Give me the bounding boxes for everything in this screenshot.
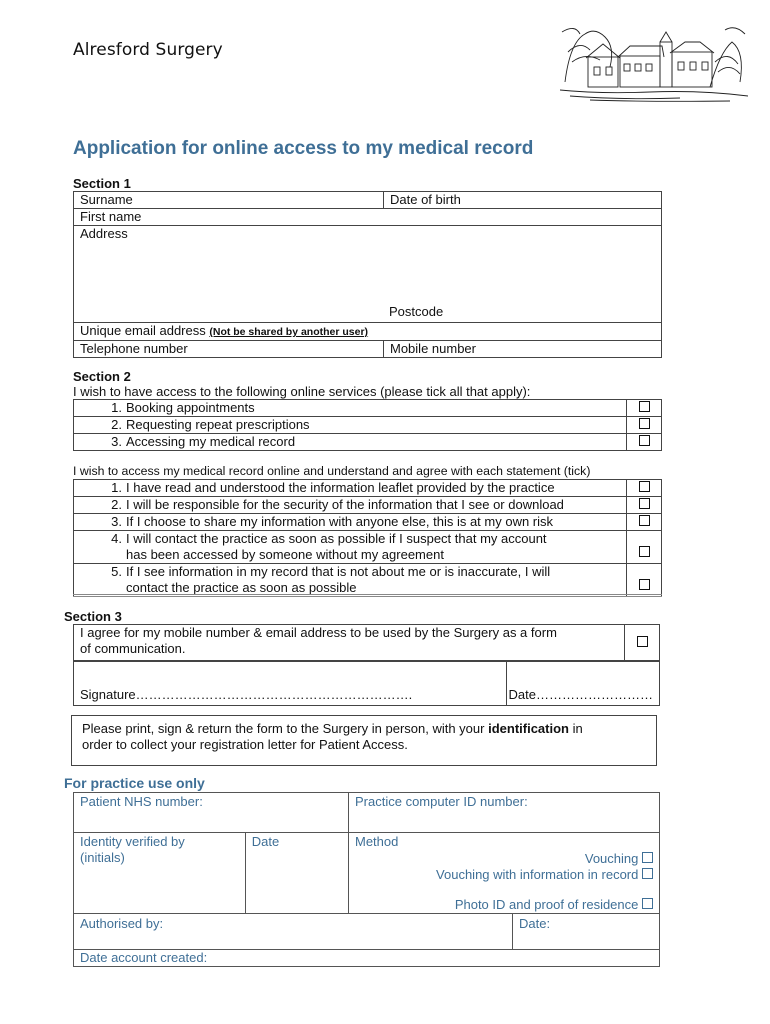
- verification-date-label: Date: [251, 834, 280, 849]
- section1-table: [73, 191, 662, 358]
- service-checkbox-cell[interactable]: [627, 400, 662, 417]
- signature-label: Signature……………………………………………………….: [80, 687, 413, 702]
- statement-text: 2. I will be responsible for the security of the information that I see or download: [74, 497, 627, 514]
- address-field[interactable]: [74, 226, 662, 323]
- service-row: [74, 417, 662, 434]
- section3-agree-table: [73, 624, 660, 661]
- section1-heading: Section 1: [73, 176, 131, 191]
- surname-field[interactable]: [74, 192, 384, 209]
- empty-checkbox-icon[interactable]: [642, 898, 653, 909]
- service-checkbox-cell[interactable]: [627, 434, 662, 451]
- service-checkbox-cell[interactable]: [627, 417, 662, 434]
- section2-heading: Section 2: [73, 369, 131, 384]
- statement-checkbox-cell[interactable]: [627, 480, 662, 497]
- computer-id-field[interactable]: [349, 793, 660, 833]
- authorised-by-field[interactable]: [74, 914, 513, 950]
- signature-field[interactable]: [74, 662, 507, 706]
- first-name-field[interactable]: [74, 209, 662, 226]
- practice-name: Alresford Surgery: [73, 40, 223, 60]
- surgery-building-sketch: [560, 22, 748, 102]
- statement-checkbox-cell[interactable]: [627, 564, 662, 597]
- statement-checkbox-cell[interactable]: [627, 497, 662, 514]
- statement-text: 1. I have read and understood the information leaflet provided by the practice: [74, 480, 627, 497]
- service-row: [74, 400, 662, 417]
- address-label: Address: [80, 226, 128, 241]
- statements-intro: I wish to access my medical record online and understand and agree with each statement (tick): [73, 464, 591, 478]
- empty-checkbox-icon[interactable]: [639, 435, 650, 446]
- empty-checkbox-icon[interactable]: [639, 401, 650, 412]
- practice-use-table: [73, 792, 660, 967]
- initials-label: (initials): [80, 850, 125, 865]
- statement-row: [74, 564, 662, 597]
- email-label: Unique email address: [80, 323, 206, 338]
- empty-checkbox-icon[interactable]: [639, 481, 650, 492]
- method-option[interactable]: Photo ID and proof of residence: [355, 897, 653, 913]
- authorised-date-field[interactable]: [513, 914, 660, 950]
- statement-row: [74, 514, 662, 531]
- service-text: 2. Requesting repeat prescriptions: [74, 417, 627, 434]
- statement-text: 3. If I choose to share my information with anyone else, this is at my own risk: [74, 514, 627, 531]
- empty-checkbox-icon[interactable]: [639, 579, 650, 590]
- empty-checkbox-icon[interactable]: [639, 546, 650, 557]
- statement-row: [74, 480, 662, 497]
- signature-date-field[interactable]: [506, 662, 659, 706]
- service-text: 3. Accessing my medical record: [74, 434, 627, 451]
- computer-id-label: Practice computer ID number:: [355, 794, 528, 809]
- first-name-label: First name: [80, 209, 142, 224]
- date-account-created-field[interactable]: [74, 950, 660, 967]
- authorised-by-label: Authorised by:: [80, 916, 164, 931]
- telephone-field[interactable]: [74, 341, 384, 358]
- method-label: Method: [355, 834, 399, 849]
- authorised-date-label: Date:: [519, 916, 551, 931]
- page-title: Application for online access to my medical record: [73, 138, 534, 159]
- empty-checkbox-icon[interactable]: [637, 636, 648, 647]
- agree-text: I agree for my mobile number & email address to be used by the Surgery as a form of communication.: [74, 625, 625, 661]
- identity-verified-field[interactable]: [74, 833, 246, 914]
- statement-text: 5. If I see information in my record that is not about me or is inaccurate, I will contact the practice as soon as possible: [74, 564, 627, 597]
- surname-label: Surname: [80, 192, 133, 207]
- dob-label: Date of birth: [390, 192, 461, 207]
- method-option[interactable]: Vouching: [355, 851, 653, 867]
- identity-verified-label: Identity verified by: [80, 834, 185, 849]
- agree-checkbox-cell[interactable]: [625, 625, 660, 661]
- empty-checkbox-icon[interactable]: [639, 418, 650, 429]
- statement-row: [74, 531, 662, 564]
- empty-checkbox-icon[interactable]: [642, 868, 653, 879]
- postcode-label: Postcode: [389, 304, 444, 319]
- statement-checkbox-cell[interactable]: [627, 514, 662, 531]
- signature-date-label: Date………………………: [508, 687, 653, 702]
- method-option[interactable]: Vouching with information in record: [355, 867, 653, 883]
- telephone-label: Telephone number: [80, 341, 188, 356]
- email-field[interactable]: [74, 323, 662, 341]
- return-notice: Please print, sign & return the form to the Surgery in person, with your identification in order to collect your registration letter for Patient Access.: [71, 715, 657, 766]
- method-field: [349, 833, 660, 914]
- verification-date-field[interactable]: [245, 833, 348, 914]
- mobile-label: Mobile number: [390, 341, 476, 356]
- statements-table: [73, 479, 662, 597]
- statement-text: 4. I will contact the practice as soon as possible if I suspect that my account has been accessed by someone without my agreement: [74, 531, 627, 564]
- section-divider: [73, 594, 662, 597]
- dob-field[interactable]: [384, 192, 662, 209]
- mobile-field[interactable]: [384, 341, 662, 358]
- empty-checkbox-icon[interactable]: [639, 515, 650, 526]
- service-row: [74, 434, 662, 451]
- services-table: [73, 399, 662, 451]
- service-text: 1. Booking appointments: [74, 400, 627, 417]
- practice-use-heading: For practice use only: [64, 775, 205, 791]
- statement-checkbox-cell[interactable]: [627, 531, 662, 564]
- section3-heading: Section 3: [64, 609, 122, 624]
- signature-table: [73, 661, 660, 706]
- empty-checkbox-icon[interactable]: [639, 498, 650, 509]
- services-intro: I wish to have access to the following online services (please tick all that apply):: [73, 384, 531, 399]
- email-note: (Not be shared by another user): [209, 326, 369, 338]
- empty-checkbox-icon[interactable]: [642, 852, 653, 863]
- statement-row: [74, 497, 662, 514]
- date-account-created-label: Date account created:: [80, 950, 208, 965]
- nhs-number-label: Patient NHS number:: [80, 794, 203, 809]
- nhs-number-field[interactable]: [74, 793, 349, 833]
